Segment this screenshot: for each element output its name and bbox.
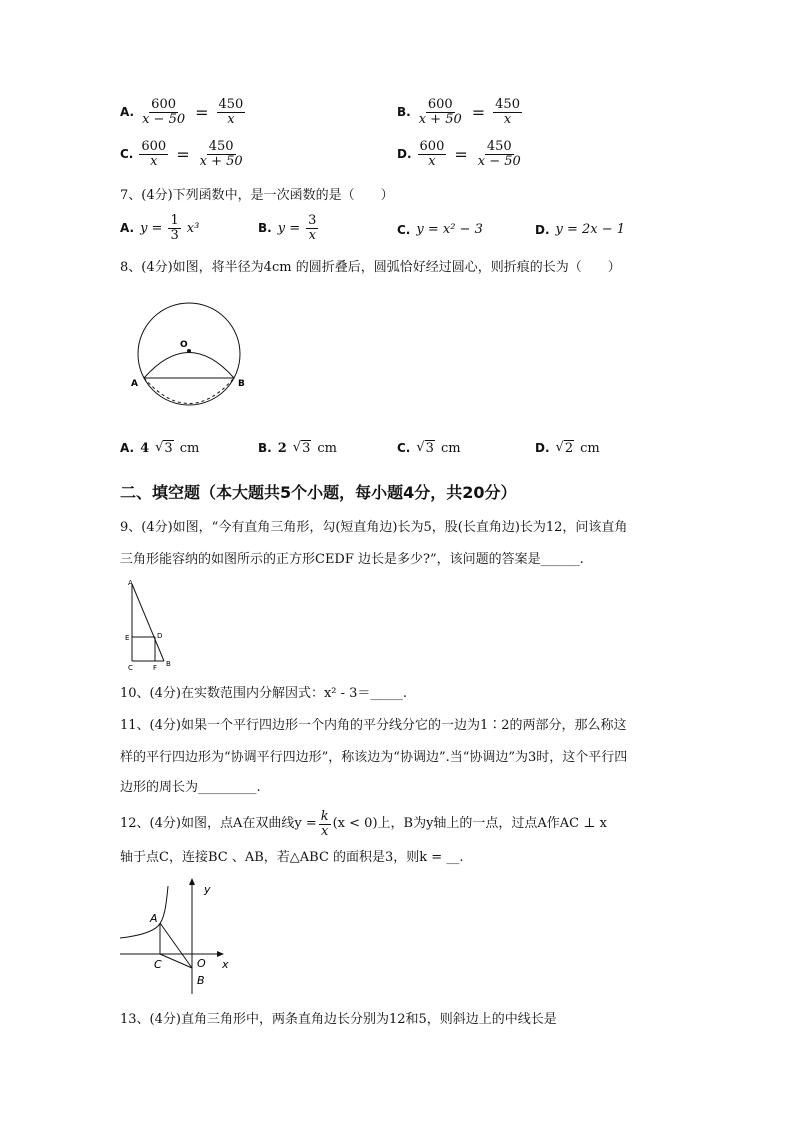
label-c: C [154,958,162,971]
label-b: B [166,660,171,668]
q9-figure [122,578,182,673]
sqrt: √ 3 [292,440,311,456]
option-label: B. [397,105,411,120]
section-heading: 二、填空题（本大题共5个小题，每小题4分，共20分） [120,483,517,502]
q11-line2: 样的平行四边形为“协调平行四边形”，称该边为“协调边”.当“协调边”为3时，这个平行四 [120,750,628,765]
sqrt: √ 3 [416,440,434,456]
q8-option-a: A. 4 √ 3 cm [120,440,200,456]
q6-option-a: A. $\frac{600}{x - 50}$ = $\frac{450}{x}$ [120,97,244,127]
option-label: A. [120,105,135,120]
original-arc [144,378,234,404]
fraction: $\frac{450}{x}$ [495,97,520,127]
q8-figure [125,292,255,417]
q8-option-c: C. √ 3 cm [397,440,461,456]
fraction: $\frac{450}{x}$ [218,97,244,127]
label-o: O [180,340,188,350]
q6-option-b: B. $\frac{600}{x + 50}$ = $\frac{450}{x}$ [397,97,520,127]
option-label: D. [397,147,412,162]
label-y: y [204,883,211,896]
q7-option-c: C. y = x² − 3 [397,222,483,237]
label-d: D [157,632,163,640]
q7-option-b: B. y = $\frac{3}{x}$ [258,213,317,243]
q13-text: 13、(4分)直角三角形中，两条直角边长分别为12和5，则斜边上的中线长是 [120,1012,557,1027]
q11-line3: 边形的周长为_________. [120,780,261,795]
q7-option-d: D. y = 2x − 1 [535,222,626,237]
folded-arc [144,353,234,379]
q12-line1: 12、(4分)如图，点A在双曲线y = $\frac{k}{x}$ (x < 0)上，B为y轴上的一点，过点A作AC ⊥ x [120,809,607,839]
fraction: $\frac{450}{x + 50}$ [199,139,243,169]
fraction: $\frac{600}{x + 50}$ [418,97,462,127]
fraction: $\frac{450}{x - 50}$ [477,139,521,169]
label-a: A [150,912,158,925]
fraction: $\frac{600}{x}$ [141,139,167,169]
q8-stem: 8、(4分)如图，将半径为4cm 的圆折叠后，圆弧恰好经过圆心，则折痕的长为（ ） [120,260,621,275]
hypotenuse-ab [132,584,164,661]
sqrt: √ 2 [555,440,574,456]
fraction: $\frac{3}{x}$ [308,213,317,243]
label-x: x [222,958,229,971]
q9-line1: 9、(4分)如图，“今有直角三角形，勾(短直角边)长为5，股(长直角边)长为12，问该直角 [120,520,628,535]
label-a: A [128,579,133,587]
option-label: C. [120,147,134,162]
circle [138,303,240,405]
fraction: $\frac{k}{x}$ [320,809,329,839]
label-f: F [153,664,158,672]
q12-figure [118,876,238,998]
fraction: $\frac{600}{x - 50}$ [142,97,186,127]
hyperbola [120,886,168,938]
q7-stem: 7、(4分)下列函数中，是一次函数的是（ ） [120,188,394,203]
q12-line2: 轴于点C，连接BC 、AB，若△ABC 的面积是3，则k = __. [120,850,464,865]
label-b: B [197,974,205,987]
label-a: A [131,379,138,389]
q6-option-d: D. $\frac{600}{x}$ = $\frac{450}{x - 50}$ [397,139,521,169]
q10-text: 10、(4分)在实数范围内分解因式：x² - 3＝_____. [120,686,408,701]
y-axis-arrow [189,878,195,885]
sqrt: √ 3 [155,440,173,456]
q9-line2: 三角形能容纳的如图所示的正方形CEDF 边长是多少?”，该问题的答案是______. [120,552,584,567]
label-b: B [238,379,245,389]
q11-line1: 11、(4分)如果一个平行四边形一个内角的平分线分它的一边为1∶2的两部分，那么称这 [120,718,627,733]
q8-option-d: D. √ 2 cm [535,440,600,456]
fraction: $\frac{1}{3}$ [170,213,179,243]
label-c: C [128,664,133,672]
fraction: $\frac{600}{x}$ [419,139,445,169]
label-e: E [125,634,130,642]
q8-option-b: B. 2 √ 3 cm [258,440,337,456]
x-axis-arrow [217,951,224,957]
q7-option-a: A. y = $\frac{1}{3}$ x³ [120,213,200,243]
q6-option-c: C. $\frac{600}{x}$ = $\frac{450}{x + 50}$ [120,139,243,169]
label-o: O [197,957,206,970]
